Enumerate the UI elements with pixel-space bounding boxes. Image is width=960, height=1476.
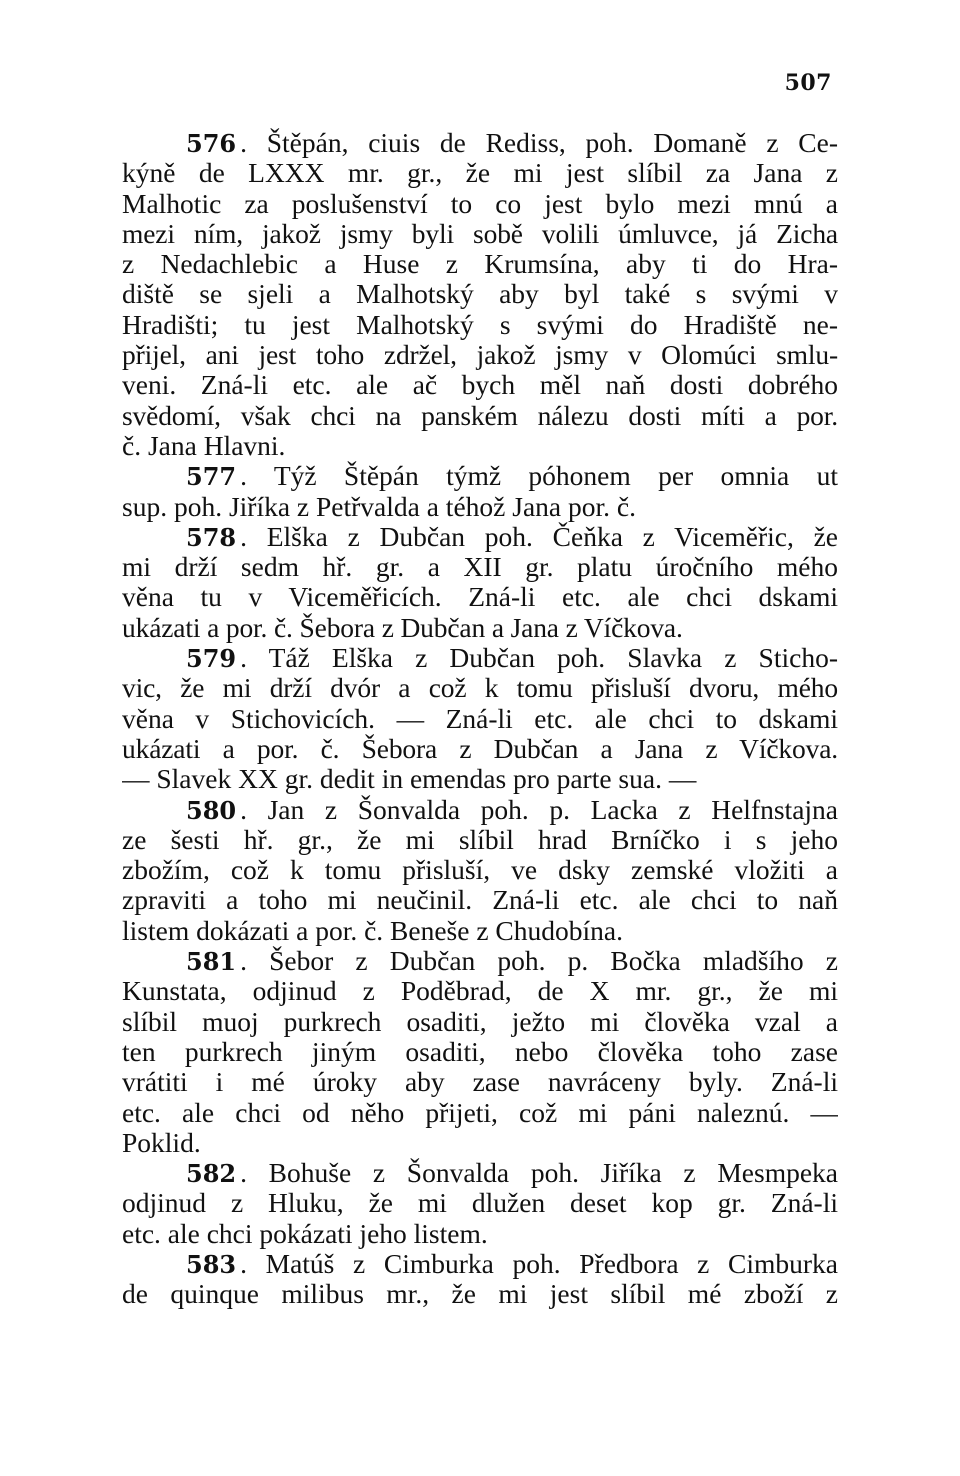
entry-first-line bbox=[122, 461, 838, 491]
text-line: mezi ním, jakož jsmy byli sobě volili úmluvce, já Zicha bbox=[122, 218, 838, 249]
entry-first-line bbox=[122, 1158, 838, 1188]
entry-first-line bbox=[122, 522, 838, 552]
entry-number: 583 bbox=[186, 1249, 237, 1279]
entry-first-line bbox=[122, 643, 838, 673]
entry-text: . Táž Elška z Dubčan poh. Slavka z Sticho- bbox=[240, 643, 838, 674]
entry-number: 579 bbox=[186, 644, 237, 674]
text-line: přijel, ani jest toho zdržel, jakož jsmy v Olomúci smlu- bbox=[122, 340, 838, 371]
entry bbox=[122, 795, 838, 946]
text-line: vic, že mi drží dvór a což k tomu přisluší dvoru, mého bbox=[122, 673, 838, 704]
text-line: věna v Stichovicích. — Zná-li etc. ale chci to dskami bbox=[122, 703, 838, 734]
entry-text: . Jan z Šonvalda poh. p. Lacka z Helfnstajna bbox=[240, 794, 838, 825]
entry-first-line bbox=[122, 128, 838, 158]
entry-number: 580 bbox=[186, 795, 237, 825]
entry bbox=[122, 461, 838, 522]
text-line: zbožím, což k tomu přisluší, ve dsky zemské vložiti a bbox=[122, 855, 838, 886]
entry-number: 582 bbox=[186, 1159, 237, 1189]
text-line: ze šesti hř. gr., že mi slíbil hrad Brníčko i s jeho bbox=[122, 824, 838, 855]
text-line: z Nedachlebic a Huse z Krumsína, aby ti do Hra- bbox=[122, 249, 838, 280]
entry bbox=[122, 946, 838, 1158]
text-line: veni. Zná-li etc. ale ač bych měl naň dosti dobrého bbox=[122, 370, 838, 401]
text-line: de quinque milibus mr., že mi jest slíbil mé zboží z bbox=[122, 1279, 838, 1310]
text-line: odjinud z Hluku, že mi dlužen deset kop gr. Zná-li bbox=[122, 1188, 838, 1219]
entry bbox=[122, 1249, 838, 1310]
entry bbox=[122, 128, 838, 461]
text-line: č. Jana Hlavni. bbox=[122, 430, 286, 461]
text-line: svědomí, však chci na panském nálezu dosti míti a por. bbox=[122, 400, 838, 431]
text-line: etc. ale chci pokázati jeho listem. bbox=[122, 1218, 488, 1249]
text-line: věna tu v Viceměřicích. Zná-li etc. ale chci dskami bbox=[122, 582, 838, 613]
entry-first-line bbox=[122, 795, 838, 825]
entry-text: . Týž Štěpán týmž póhonem per omnia ut bbox=[240, 461, 838, 492]
text-line: diště se sjeli a Malhotský aby byl také s svými v bbox=[122, 279, 838, 310]
text-line: zpraviti a toho mi neučinil. Zná-li etc. ale chci to naň bbox=[122, 885, 838, 916]
entry bbox=[122, 1158, 838, 1249]
entry-text: . Elška z Dubčan poh. Čeňka z Viceměřic, že bbox=[240, 521, 838, 552]
text-line: ukázati a por. č. Šebora z Dubčan a Jana z Víčkova. bbox=[122, 733, 838, 764]
text-line: Malhotic za poslušenství to co jest bylo mezi mnú a bbox=[122, 188, 838, 219]
text-line: vrátiti i mé úroky aby zase navráceny byly. Zná-li bbox=[122, 1067, 838, 1098]
entry-text: . Štěpán, ciuis de Rediss, poh. Domaně z Ce- bbox=[240, 128, 838, 158]
page-number: 507 bbox=[784, 70, 832, 96]
text-line: Poklid. bbox=[122, 1127, 201, 1158]
entry bbox=[122, 643, 838, 794]
entry-text: . Bohuše z Šonvalda poh. Jiříka z Mesmpeka bbox=[240, 1158, 838, 1189]
entry-number: 581 bbox=[186, 947, 237, 977]
entry-first-line bbox=[122, 1249, 838, 1279]
entry-first-line bbox=[122, 946, 838, 976]
entry bbox=[122, 522, 838, 643]
text-line: slíbil muoj purkrech osaditi, ježto mi člověka vzal a bbox=[122, 1006, 838, 1037]
entry-number: 576 bbox=[186, 129, 237, 158]
text-line: ukázati a por. č. Šebora z Dubčan a Jana z Víčkova. bbox=[122, 612, 683, 643]
text-line: — Slavek XX gr. dedit in emendas pro parte sua. — bbox=[122, 764, 697, 795]
text-line: listem dokázati a por. č. Beneše z Chudobína. bbox=[122, 915, 623, 946]
text-line: sup. poh. Jiříka z Petřvalda a téhož Jana por. č. bbox=[122, 491, 636, 522]
text-line: Hradišti; tu jest Malhotský s svými do Hradiště ne- bbox=[122, 309, 838, 340]
entry-text: . Matúš z Cimburka poh. Předbora z Cimburka bbox=[240, 1248, 838, 1279]
entries-text bbox=[122, 128, 838, 1310]
text-line: kýně de LXXX mr. gr., že mi jest slíbil za Jana z bbox=[122, 158, 838, 189]
entry-number: 578 bbox=[186, 522, 237, 552]
text-line: Kunstata, odjinud z Poděbrad, de X mr. gr., že mi bbox=[122, 976, 838, 1007]
text-line: etc. ale chci od něho přijeti, což mi páni naleznú. — bbox=[122, 1097, 838, 1128]
text-line: mi drží sedm hř. gr. a XII gr. platu úročního mého bbox=[122, 552, 838, 583]
text-line: ten purkrech jiným osaditi, nebo člověka toho zase bbox=[122, 1036, 838, 1067]
entry-text: . Šebor z Dubčan poh. p. Bočka mladšího z bbox=[240, 946, 838, 977]
entry-number: 577 bbox=[186, 462, 237, 492]
